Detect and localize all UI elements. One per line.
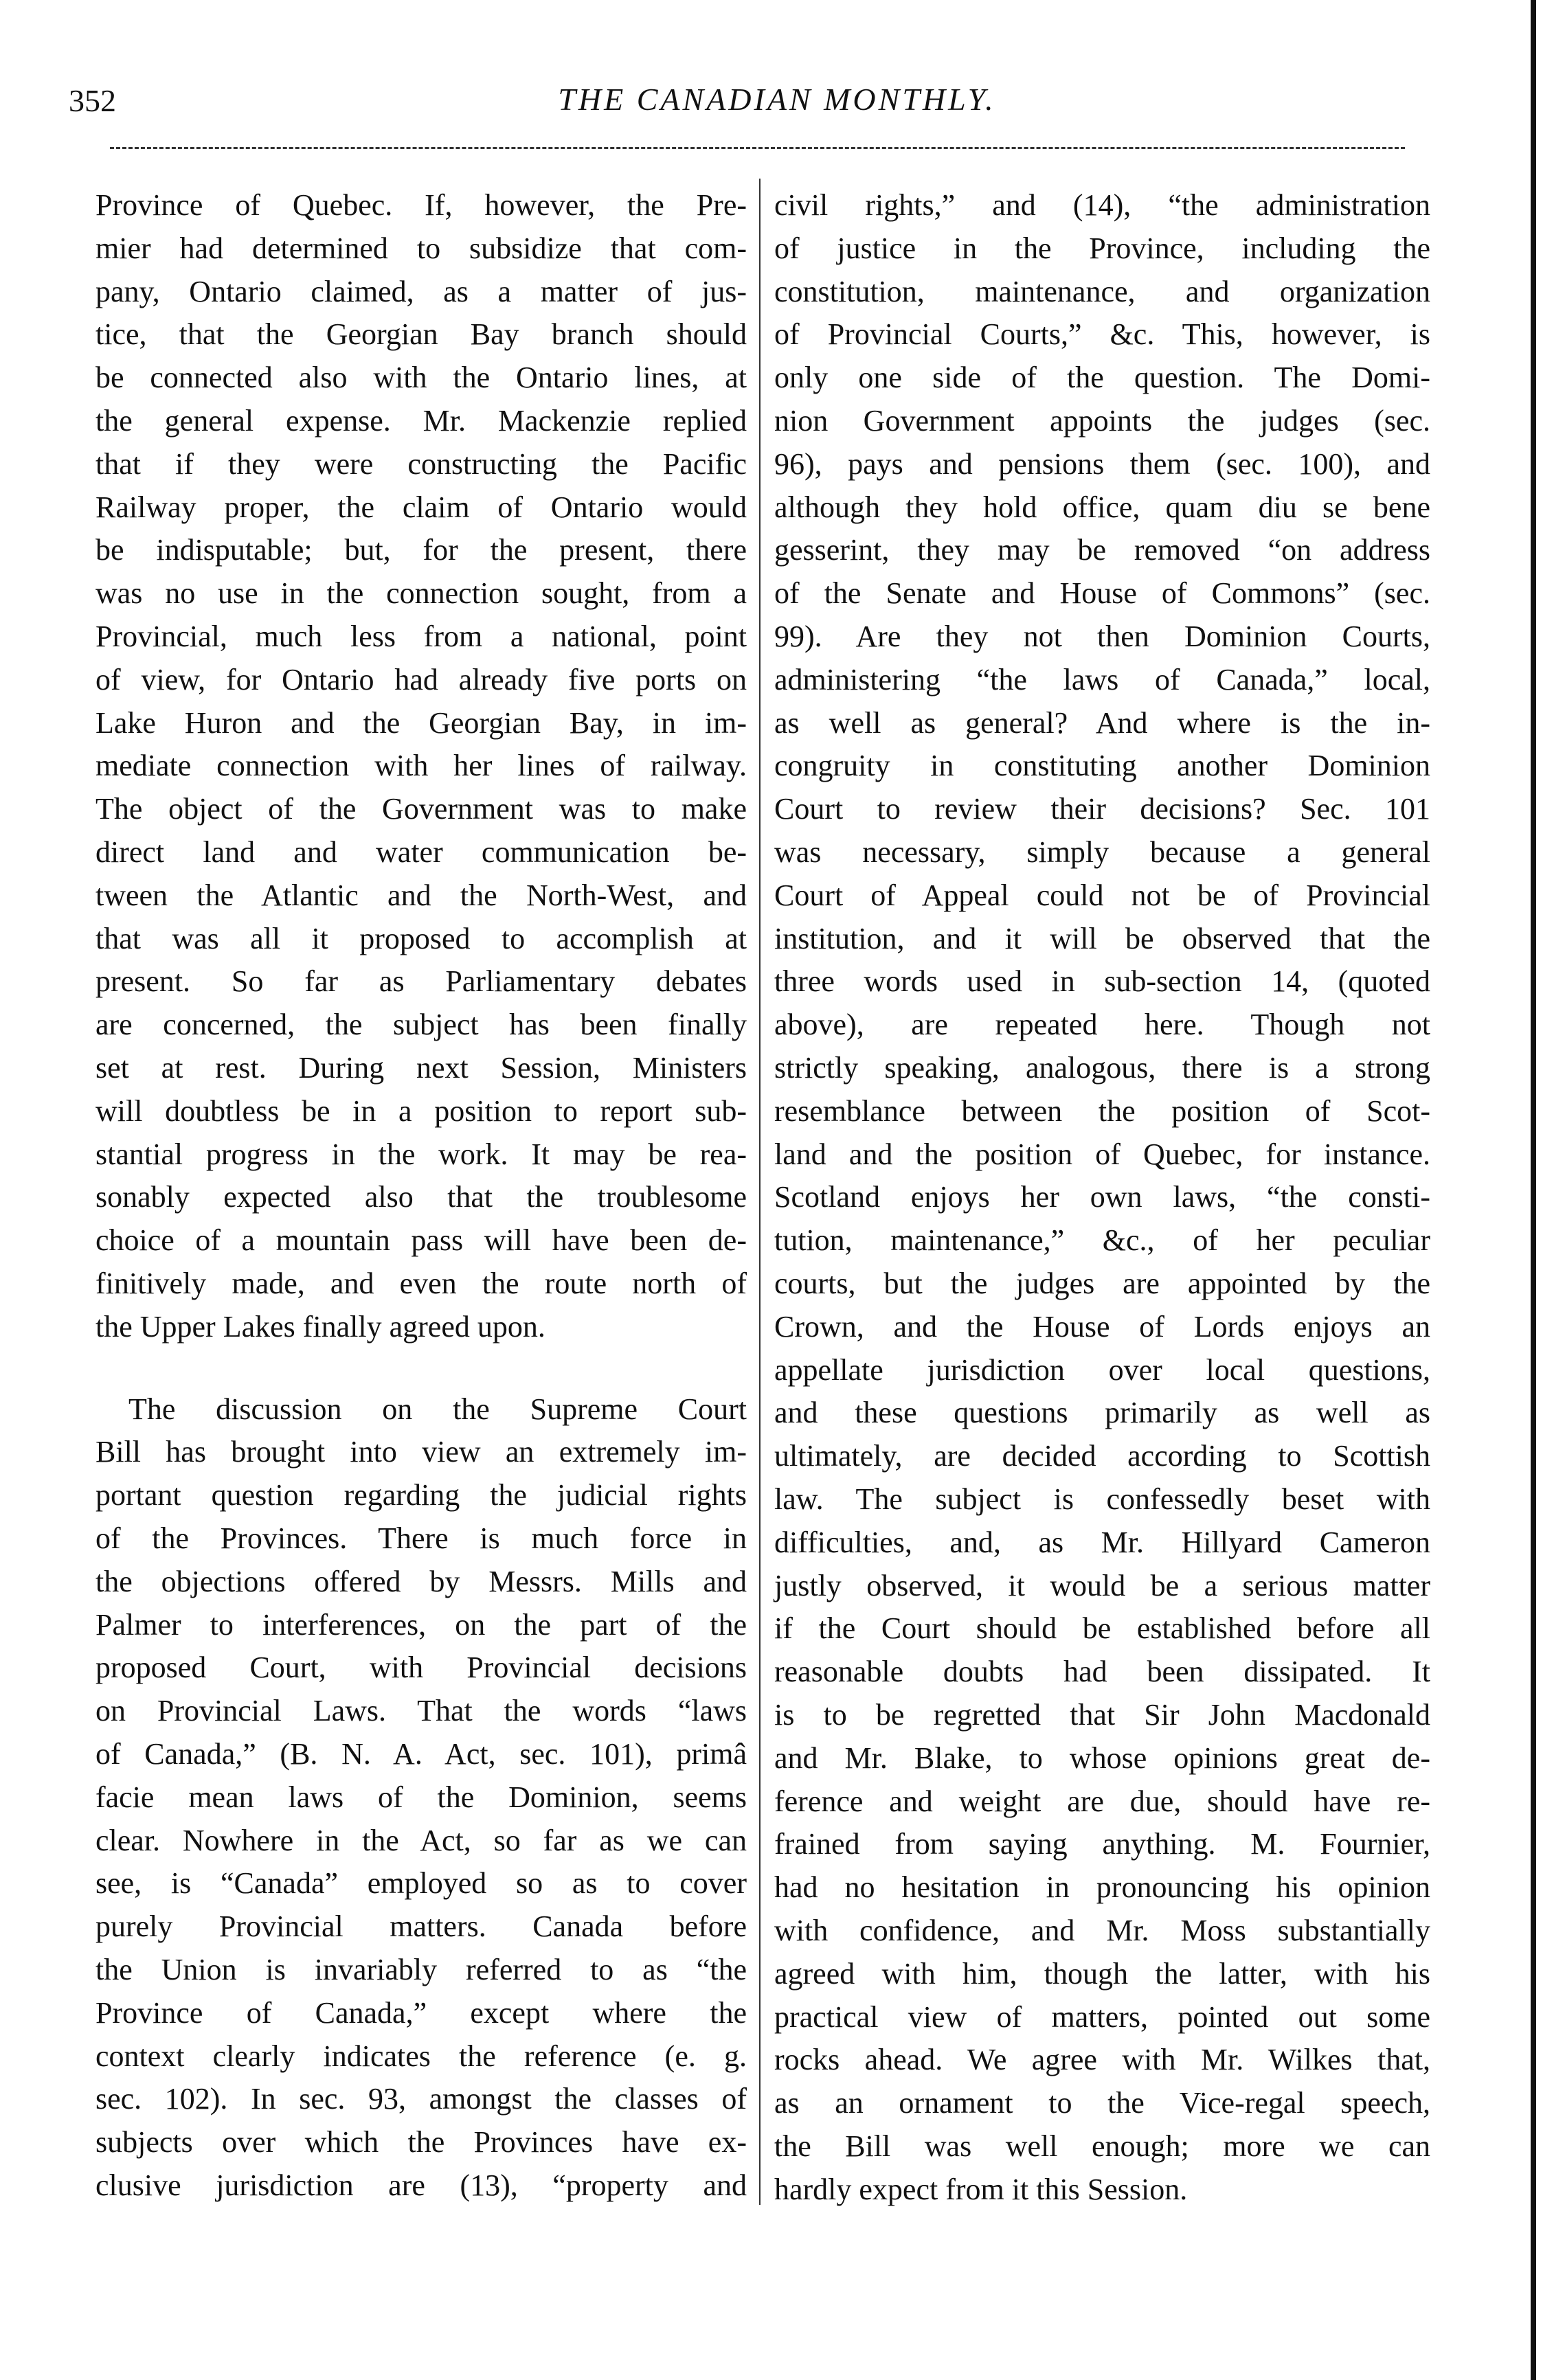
text-line: present. So far as Parliamentary debates	[95, 964, 747, 999]
text-line: will doubtless be in a position to report sub-	[95, 1093, 747, 1128]
text-line: sonably expected also that the troublesome	[95, 1180, 747, 1214]
text-line: tice, that the Georgian Bay branch should	[95, 317, 747, 352]
text-line: Province of Canada,” except where the	[95, 1995, 747, 2030]
text-line: portant question regarding the judicial rights	[95, 1478, 747, 1512]
text-line: are concerned, the subject has been finally	[95, 1008, 747, 1042]
scan-edge	[1531, 0, 1536, 2380]
text-line: of the Provinces. There is much force in	[95, 1521, 747, 1555]
text-line: tution, maintenance,” &c., of her peculiar	[774, 1223, 1430, 1258]
text-line: the Union is invariably referred to as “the	[95, 1953, 747, 1986]
text-line: mier had determined to subsidize that com-	[95, 231, 747, 265]
text-line: reasonable doubts had been dissipated. It	[774, 1655, 1430, 1689]
text-line: courts, but the judges are appointed by the	[774, 1267, 1430, 1300]
text-line: only one side of the question. The Domi-	[774, 361, 1430, 395]
text-line: three words used in sub-section 14, (quoted	[774, 964, 1430, 999]
text-line: and these questions primarily as well as	[774, 1396, 1430, 1430]
text-line: mediate connection with her lines of railway.	[95, 749, 747, 783]
text-line: is to be regretted that Sir John Macdonald	[774, 1698, 1430, 1732]
text-line: of Canada,” (B. N. A. Act, sec. 101), primâ	[95, 1737, 747, 1771]
text-line: choice of a mountain pass will have been de-	[95, 1223, 747, 1258]
text-line: administering “the laws of Canada,” local,	[774, 662, 1430, 696]
text-line: Court to review their decisions? Sec. 101	[774, 792, 1430, 826]
text-line: land and the position of Quebec, for instance.	[774, 1137, 1430, 1171]
text-line: The discussion on the Supreme Court	[128, 1392, 747, 1426]
text-line: resemblance between the position of Scot-	[774, 1093, 1430, 1128]
text-line: the Bill was well enough; more we can	[774, 2129, 1430, 2163]
text-line: Provincial, much less from a national, point	[95, 620, 747, 653]
text-line: above), are repeated here. Though not	[774, 1008, 1430, 1042]
text-line: purely Provincial matters. Canada before	[95, 1909, 747, 1944]
text-line: constitution, maintenance, and organization	[774, 274, 1430, 308]
text-line: ultimately, are decided according to Scottish	[774, 1439, 1430, 1473]
text-line: clusive jurisdiction are (13), “property and	[95, 2168, 747, 2202]
text-line: practical view of matters, pointed out some	[774, 1999, 1430, 2034]
text-line: that if they were constructing the Pacific	[95, 446, 747, 481]
column-divider	[759, 179, 761, 2205]
text-line: difficulties, and, as Mr. Hillyard Cameron	[774, 1525, 1430, 1559]
text-line: on Provincial Laws. That the words “laws	[95, 1694, 747, 1728]
text-line: Palmer to interferences, on the part of the	[95, 1607, 747, 1642]
page-number: 352	[69, 83, 116, 118]
text-line: justly observed, it would be a serious matter	[774, 1568, 1430, 1602]
text-line: if the Court should be established before all	[774, 1611, 1430, 1646]
running-title: THE CANADIAN MONTHLY.	[558, 82, 996, 117]
text-line: tween the Atlantic and the North-West, and	[95, 878, 747, 912]
text-line: had no hesitation in pronouncing his opinion	[774, 1870, 1430, 1905]
text-line: Province of Quebec. If, however, the Pre-	[95, 188, 747, 222]
text-line: set at rest. During next Session, Ministers	[95, 1051, 747, 1085]
text-line: context clearly indicates the reference (e. g.	[95, 2039, 747, 2073]
text-line: appellate jurisdiction over local questions,	[774, 1352, 1430, 1387]
text-line: as well as general? And where is the in-	[774, 705, 1430, 740]
text-line: sec. 102). In sec. 93, amongst the classes of	[95, 2082, 747, 2116]
text-line: of Provincial Courts,” &c. This, however, is	[774, 317, 1430, 352]
text-line: proposed Court, with Provincial decisions	[95, 1651, 747, 1685]
text-line: of the Senate and House of Commons” (sec.	[774, 576, 1430, 611]
text-line: frained from saying anything. M. Fournier,	[774, 1827, 1430, 1861]
text-line: strictly speaking, analogous, there is a strong	[774, 1051, 1430, 1085]
text-line: Crown, and the House of Lords enjoys an	[774, 1309, 1430, 1344]
text-line: clear. Nowhere in the Act, so far as we can	[95, 1823, 747, 1857]
text-line: although they hold office, quam diu se bene	[774, 490, 1430, 524]
text-line: was no use in the connection sought, from a	[95, 576, 747, 611]
text-line: see, is “Canada” employed so as to cover	[95, 1866, 747, 1901]
text-line: civil rights,” and (14), “the administration	[774, 188, 1430, 222]
text-line: agreed with him, though the latter, with his	[774, 1956, 1430, 1991]
text-line: facie mean laws of the Dominion, seems	[95, 1780, 747, 1814]
text-line: finitively made, and even the route north of	[95, 1267, 747, 1300]
text-line: stantial progress in the work. It may be rea-	[95, 1137, 747, 1171]
text-line: 99). Are they not then Dominion Courts,	[774, 620, 1430, 653]
text-line: congruity in constituting another Dominion	[774, 749, 1430, 783]
text-line: as an ornament to the Vice-regal speech,	[774, 2086, 1430, 2120]
text-line: Railway proper, the claim of Ontario would	[95, 490, 747, 524]
text-line: law. The subject is confessedly beset with	[774, 1482, 1430, 1516]
text-line: be connected also with the Ontario lines, at	[95, 361, 747, 395]
text-line: nion Government appoints the judges (sec.	[774, 404, 1430, 438]
text-line: that was all it proposed to accomplish at	[95, 921, 747, 955]
text-line: the Upper Lakes finally agreed upon.	[95, 1309, 545, 1344]
text-line: rocks ahead. We agree with Mr. Wilkes that,	[774, 2043, 1430, 2077]
text-line: the objections offered by Messrs. Mills and	[95, 1564, 747, 1598]
text-line: pany, Ontario claimed, as a matter of jus-	[95, 274, 747, 308]
text-line: ference and weight are due, should have re-	[774, 1784, 1430, 1818]
text-line: of view, for Ontario had already five ports on	[95, 662, 747, 696]
text-line: Bill has brought into view an extremely im-	[95, 1435, 747, 1469]
text-line: hardly expect from it this Session.	[774, 2172, 1188, 2206]
text-line: gesserint, they may be removed “on address	[774, 533, 1430, 567]
text-line: Court of Appeal could not be of Provincial	[774, 878, 1430, 912]
text-line: with confidence, and Mr. Moss substantially	[774, 1914, 1430, 1947]
text-line: institution, and it will be observed that the	[774, 921, 1430, 955]
text-line: and Mr. Blake, to whose opinions great de-	[774, 1741, 1430, 1775]
text-line: Scotland enjoys her own laws, “the consti-	[774, 1180, 1430, 1214]
text-line: of justice in the Province, including the	[774, 231, 1430, 265]
text-line: The object of the Government was to make	[95, 792, 747, 826]
text-line: was necessary, simply because a general	[774, 835, 1430, 869]
text-line: Lake Huron and the Georgian Bay, in im-	[95, 705, 747, 740]
text-line: subjects over which the Provinces have ex-	[95, 2125, 747, 2160]
text-line: 96), pays and pensions them (sec. 100), and	[774, 446, 1430, 481]
header-rule	[110, 147, 1405, 149]
text-line: the general expense. Mr. Mackenzie replied	[95, 404, 747, 438]
text-line: be indisputable; but, for the present, there	[95, 533, 747, 567]
text-line: direct land and water communication be-	[95, 835, 747, 869]
